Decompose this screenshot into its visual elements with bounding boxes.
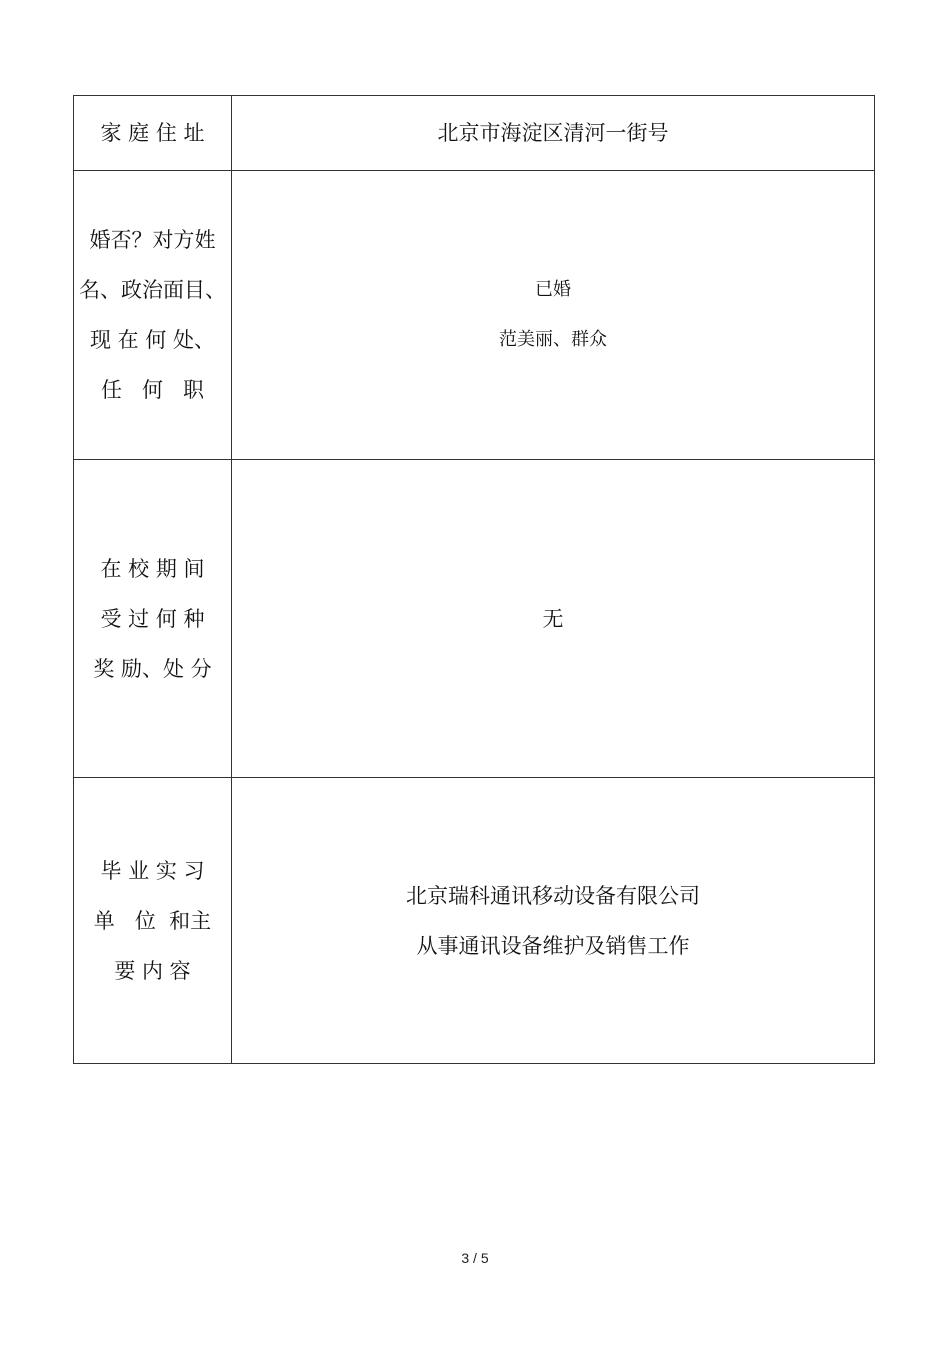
- row-label: [74, 460, 232, 777]
- label-line: 任 何 职: [100, 378, 205, 402]
- label-line: 奖 励、处 分: [93, 656, 212, 681]
- value-line: 从事通讯设备维护及销售工作: [416, 933, 690, 958]
- label-line: 要 内 容: [114, 958, 191, 983]
- table-row-awards: [74, 460, 874, 778]
- page-indicator: 3 / 5: [461, 1250, 489, 1266]
- value-line: 已婚: [535, 279, 571, 300]
- row-value: [232, 96, 874, 170]
- row-value: [232, 460, 874, 777]
- label-line: 家 庭 住 址: [100, 121, 205, 145]
- row-value: [232, 171, 874, 459]
- label-line: 毕 业 实 习: [100, 858, 205, 883]
- row-value: [232, 778, 874, 1063]
- row-label: [74, 171, 232, 459]
- value-line: 范美丽、群众: [499, 329, 607, 350]
- value-line: 北京瑞科通讯移动设备有限公司: [406, 883, 700, 908]
- table-row-marital: [74, 171, 874, 460]
- table-row-home-address: [74, 96, 874, 171]
- label-line: 单 位 和主: [93, 908, 212, 933]
- row-label: [74, 96, 232, 170]
- info-table: [73, 95, 875, 1064]
- value-line: 无: [542, 606, 564, 631]
- row-label: [74, 778, 232, 1063]
- table-row-internship: [74, 778, 874, 1063]
- label-line: 受 过 何 种: [100, 606, 205, 631]
- label-line: 在 校 期 间: [100, 556, 205, 581]
- value-line: 北京市海淀区清河一街号: [437, 121, 669, 145]
- label-line: 名、政治面目、: [79, 278, 226, 302]
- label-line: 婚否？对方姓: [89, 228, 216, 252]
- label-line: 现 在 何 处、: [89, 328, 216, 352]
